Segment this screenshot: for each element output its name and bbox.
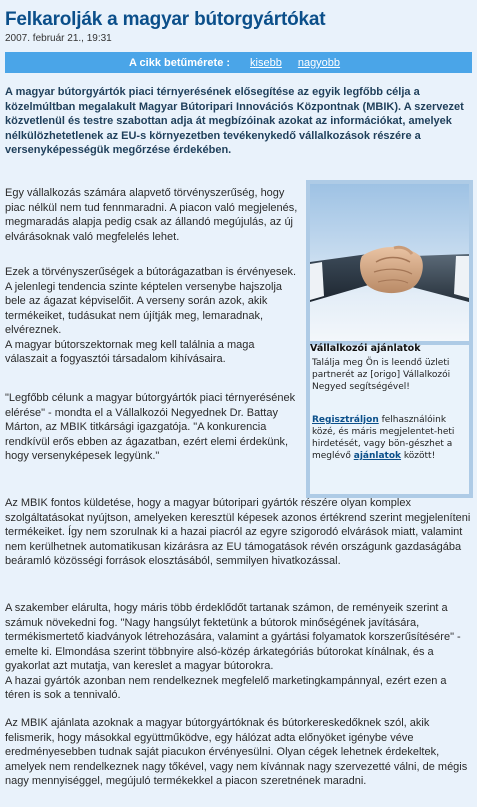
handshake-photo bbox=[310, 184, 469, 341]
offers-register-text bbox=[312, 414, 467, 462]
handshake-illustration bbox=[310, 184, 469, 341]
paragraph-text: Ezek a törvényszerűségek a bútorágazatban is érvényesek. A jelenlegi tendencia szinte képtelen versenybe hajszolja bele az ágazat képviselőit. A verseny során azok, akik termékeiket, tudásukat nem újítják meg, lemaradnak, elvéreznek. bbox=[5, 266, 297, 336]
offers-panel bbox=[310, 345, 469, 494]
register-link[interactable]: Regisztráljon bbox=[312, 415, 379, 425]
offers-text-middle: felhasználóink közé, és máris megjelentet-heti hirdetését, vagy bön-gészhet a meglévő bbox=[312, 415, 455, 461]
paragraph-3 bbox=[5, 391, 300, 464]
paragraph-text: Egy vállalkozás számára alapvető törvényszerűség, hogy piac nélkül nem tud fennmaradni. A piacon való megjelenés, megmaradás alapja pedig csak az állandó megújulás, az új elvárásoknak való megfelelés lehet. bbox=[5, 187, 298, 243]
font-size-bar bbox=[5, 52, 472, 73]
paragraph-text: A szakember elárulta, hogy máris több érdeklődőt tartanak számon, de reményeik szerint a számuk növekedni fog. "Nagy hangsúlyt fektetünk a bútorok minőségének javítására, termékismertető kiadványok létrehozására, valamint a gyártási folyamatok korszerűsítésére" - emelte ki. Elmondása szerint többnyire alsó-közép árkategóriás bútorokat kínálnak, és a gyakorlat azt mutatja, van kereslet a magyar bútorokra. bbox=[5, 602, 461, 672]
font-smaller-link[interactable]: kisebb bbox=[250, 56, 282, 69]
offers-link[interactable]: ajánlatok bbox=[353, 451, 402, 461]
font-size-label: A cikk betűmérete : bbox=[128, 56, 231, 69]
paragraph-1 bbox=[5, 186, 300, 244]
article-title: Felkarolják a magyar bútorgyártókat bbox=[5, 9, 326, 30]
paragraph-text: "Legfőbb célunk a magyar bútorgyártók piaci térnyerésének elérése" - mondta el a Vállalkozói Negyednek Dr. Battay Márton, az MBIK titkársági igazgatója. "A konkurencia rendkívül erős ebben az ágazatban, ezért elemi érdekünk, hogy versenyképesek legyünk." bbox=[5, 392, 296, 462]
offers-text-end: között! bbox=[401, 451, 436, 461]
article-date: 2007. február 21., 19:31 bbox=[5, 33, 112, 44]
article-lead: A magyar bútorgyártók piaci térnyerésének elősegítése az egyik legfőbb célja a közelmúltban megalakult Magyar Bútoripari Innovációs Központnak (MBIK). A szervezet közvetlenül és testre szabottan adja át megbízóinak azokat az információkat, amelyek nélkülözhetetlenek az EU-s környezetben tevékenykedő vállalkozások részére a versenyképességük megőrzése érdekében. bbox=[5, 86, 464, 156]
paragraph-2 bbox=[5, 265, 300, 367]
paragraph-text: A hazai gyártók azonban nem rendelkeznek megfelelő marketingkampánnyal, ezért ezen a téren is sok a tennivaló. bbox=[5, 674, 447, 701]
business-offers-box bbox=[306, 180, 473, 498]
paragraph-5 bbox=[5, 601, 472, 703]
offers-intro: Találja meg Ön is leendő üzleti partnerét az [origo] Vállalkozói Negyed segítségével! bbox=[312, 358, 451, 392]
paragraph-4: Az MBIK fontos küldetése, hogy a magyar bútoripari gyártók részére olyan komplex szolgáltatásokat nyújtson, amelyeken keresztül képesek azonos értékrend szerint megjeleníteni termékeiket. Így nem szorulnak ki a hazai piacról az egyre szigorodó elvárások miatt, valamint nem kerülhetnek automatikusan kizárásra az EU támogatások révén országunk gazdaságába beáramló közösségi források elosztásából, semmilyen hivatkozással. bbox=[5, 497, 471, 567]
offers-heading: Vállalkozói ajánlatok bbox=[310, 343, 421, 354]
paragraph-6: Az MBIK ajánlata azoknak a magyar bútorgyártóknak és bútorkereskedőknek szól, akik felismerik, hogy másokkal együttműködve, egy hálózat adta előnyöket igénybe véve eredményesebben tudnak saját piacukon érvényesülni. Olyan cégek lehetnek érdekeltek, amelyek nem rendelkeznek nagy tőkével, vagy nem kívánnak nagy szervezetté válni, de mégis nagy mennyiséggel, megújuló termékekkel a piacon szeretnének maradni. bbox=[5, 717, 468, 787]
font-larger-link[interactable]: nagyobb bbox=[297, 56, 341, 69]
paragraph-text: A magyar bútorszektornak meg kell találnia a maga válaszait a fogyasztói társadalom kihívásaira. bbox=[5, 338, 255, 365]
